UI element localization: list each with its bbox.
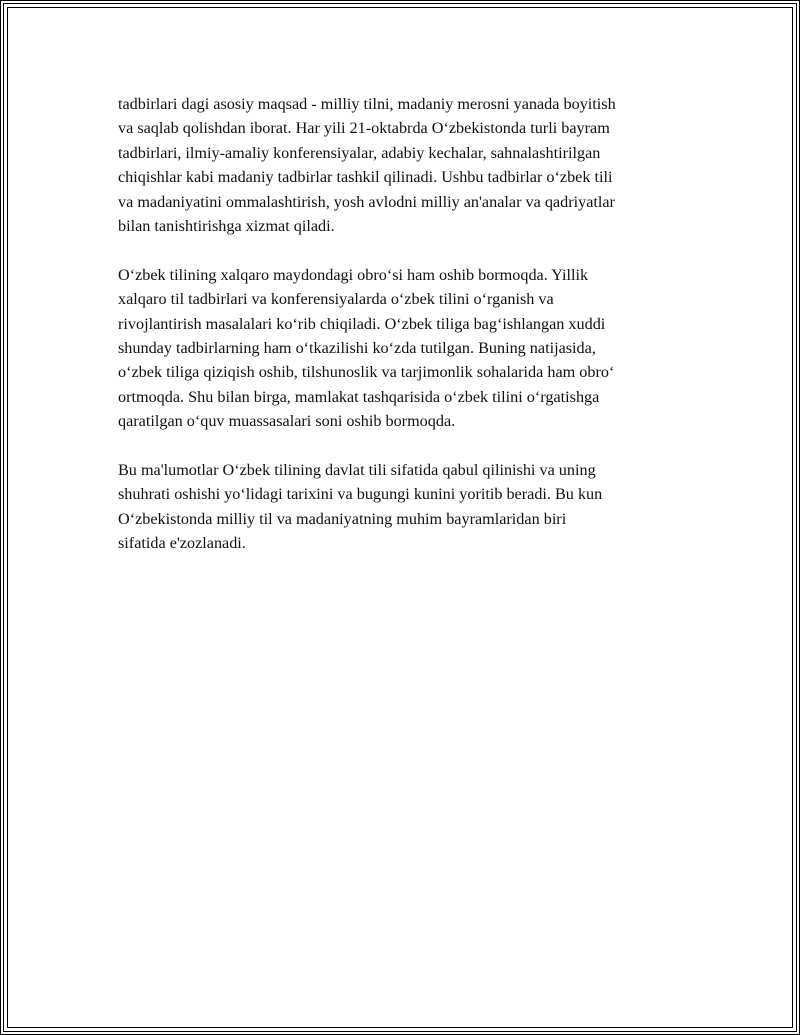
text-line: chiqishlar kabi madaniy tadbirlar tashkil qilinadi. Ushbu tadbirlar o‘zbek tili — [118, 168, 613, 187]
text-line: tadbirlari dagi asosiy maqsad - milliy tilni, madaniy merosni yanada boyitish — [118, 95, 616, 113]
paragraph-3 — [118, 458, 684, 556]
paragraph-2 — [118, 263, 684, 434]
text-line: sifatida e'zozlanadi. — [118, 534, 246, 553]
paragraph-1 — [118, 92, 684, 238]
text-line: tadbirlari, ilmiy-amaliy konferensiyalar, adabiy kechalar, sahnalashtirilgan — [118, 143, 601, 162]
text-line: shuhrati oshishi yo‘lidagi tarixini va bugungi kunini yoritib beradi. Bu kun — [118, 485, 603, 504]
text-line: va madaniyatini ommalashtirish, yosh avlodni milliy an'analar va qadriyatlar — [118, 192, 615, 211]
text-line: shunday tadbirlarning ham o‘tkazilishi ko‘zda tutilgan. Buning natijasida, — [118, 339, 596, 358]
text-line: va saqlab qolishdan iborat. Har yili 21-oktabrda O‘zbekistonda turli bayram — [118, 119, 610, 138]
text-line: xalqaro til tadbirlari va konferensiyalarda o‘zbek tilini o‘rganish va — [118, 290, 554, 309]
text-line: o‘zbek tiliga qiziqish oshib, tilshunoslik va tarjimonlik sohalarida ham obro‘ — [118, 363, 615, 382]
document-body — [118, 92, 684, 580]
text-line: bilan tanishtirishga xizmat qiladi. — [118, 217, 335, 236]
text-line: O‘zbekistonda milliy til va madaniyatning muhim bayramlaridan biri — [118, 509, 567, 528]
text-line: rivojlantirish masalalari ko‘rib chiqiladi. O‘zbek tiliga bag‘ishlangan xuddi — [118, 314, 606, 333]
text-line: Bu ma'lumotlar O‘zbek tilining davlat tili sifatida qabul qilinishi va uning — [118, 461, 596, 480]
text-line: ortmoqda. Shu bilan birga, mamlakat tashqarisida o‘zbek tilini o‘rgatishga — [118, 387, 600, 406]
text-line: qaratilgan o‘quv muassasalari soni oshib bormoqda. — [118, 412, 456, 431]
text-line: O‘zbek tilining xalqaro maydondagi obro‘si ham oshib bormoqda. Yillik — [118, 265, 589, 284]
